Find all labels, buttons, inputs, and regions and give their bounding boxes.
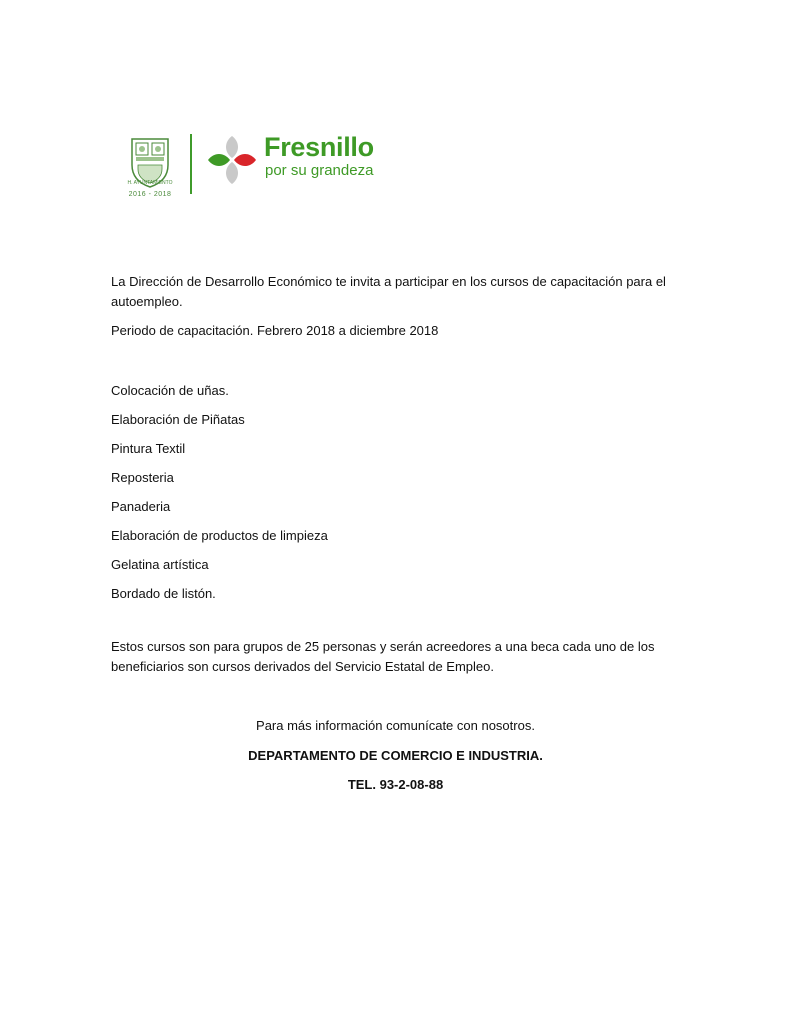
list-item: Gelatina artística — [111, 557, 209, 572]
document-body — [111, 272, 681, 677]
list-item: Pintura Textil — [111, 441, 186, 456]
closing-paragraph: Estos cursos son para grupos de 25 personas y serán acreedores a una beca cada uno de los beneficiarios son cursos derivados del Servicio Estatal de Empleo. — [111, 639, 655, 674]
list-item: Elaboración de Piñatas — [111, 412, 245, 427]
list-item: Bordado de listón. — [111, 586, 216, 601]
seal-caption: H. AYUNTAMIENTO — [127, 180, 173, 186]
department-name: DEPARTAMENTO DE COMERCIO E INDUSTRIA. — [248, 748, 543, 763]
telephone-number: TEL. 93-2-08-88 — [347, 777, 444, 792]
header-logo — [124, 124, 394, 204]
list-item: Elaboración de productos de limpieza — [111, 528, 328, 543]
intro-paragraph: La Dirección de Desarrollo Económico te invita a participar en los cursos de capacitación para el autoempleo. — [111, 274, 666, 309]
list-item: Reposteria — [111, 470, 174, 485]
list-item: Colocación de uñas. — [111, 383, 229, 398]
fresnillo-emblem-icon — [204, 132, 260, 188]
seal-years: 2016 - 2018 — [128, 191, 172, 198]
brand-name: Fresnillo — [264, 132, 374, 162]
municipal-seal-icon — [124, 128, 176, 198]
logo-divider — [190, 134, 192, 194]
contact-info: Para más información comunícate con nosotros. — [256, 718, 535, 733]
list-item: Panaderia — [111, 499, 171, 514]
course-list — [111, 381, 681, 613]
training-period: Periodo de capacitación. Febrero 2018 a diciembre 2018 — [111, 323, 439, 338]
brand-tagline: por su grandeza — [265, 162, 374, 179]
